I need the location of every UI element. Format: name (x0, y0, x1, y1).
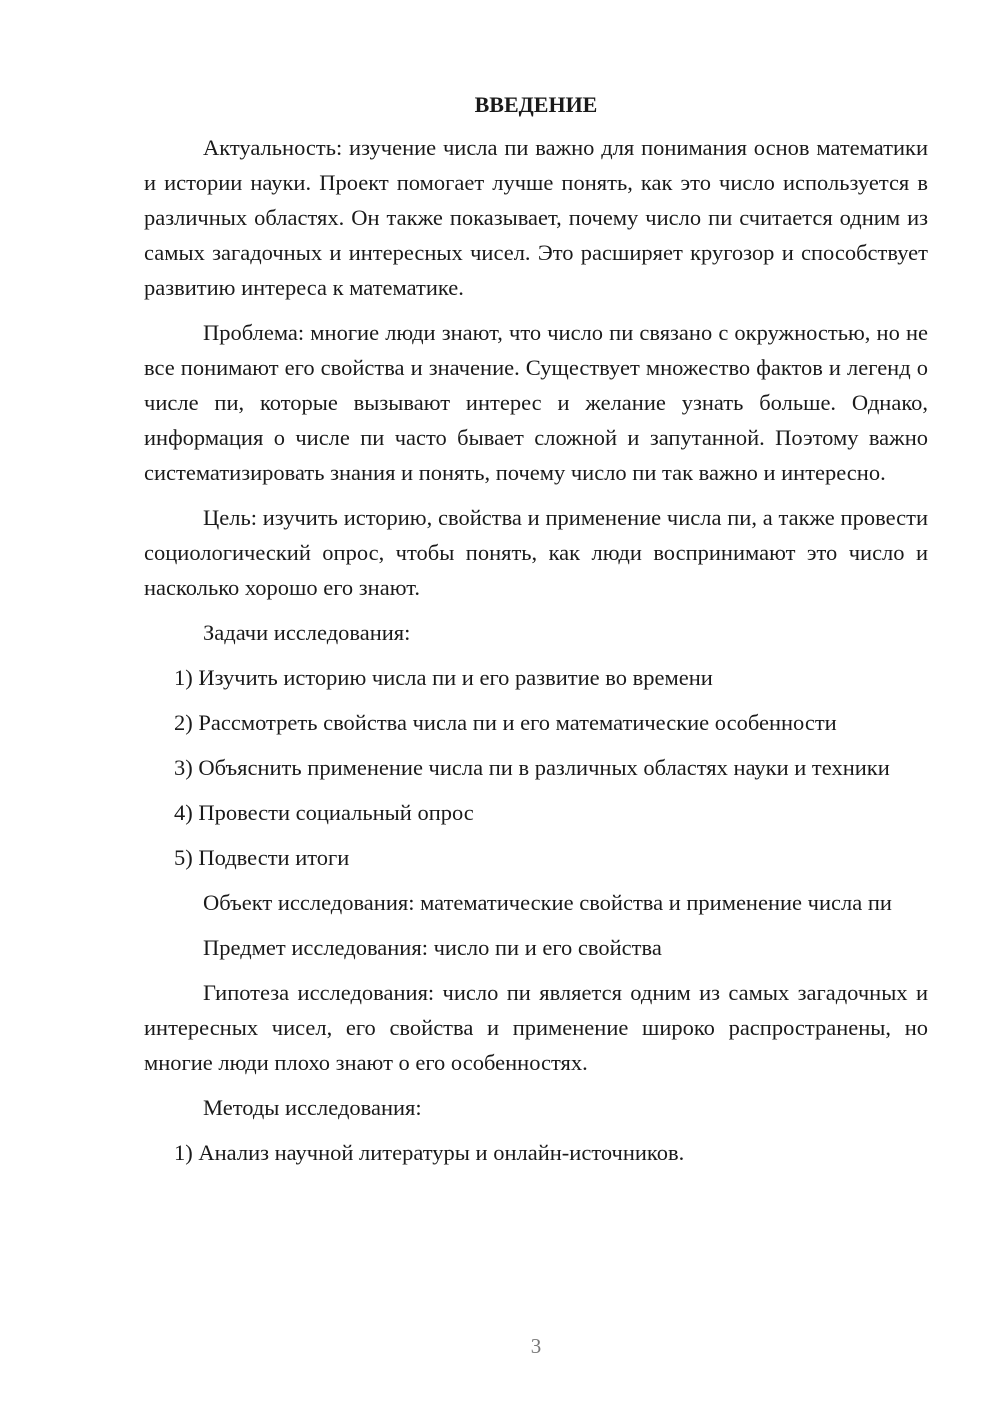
paragraph-subject: Предмет исследования: число пи и его свойства (203, 935, 662, 960)
paragraph-hypothesis: Гипотеза исследования: число пи является одним из самых загадочных и интересных чисел, его свойства и применение широко распространены, но многие люди плохо знают о его особенностях. (144, 980, 928, 1075)
task-item: 4) Провести социальный опрос (174, 800, 474, 825)
page-title: ВВЕДЕНИЕ (474, 92, 598, 117)
methods-heading: Методы исследования: (203, 1095, 422, 1120)
paragraph-problem: Проблема: многие люди знают, что число пи связано с окружностью, но не все понимают его свойства и значение. Существует множество фактов и легенд о числе пи, которые вызывают интерес и желание узнать больше. Однако, информация о числе пи часто бывает сложной и запутанной. Поэтому важно систематизировать знания и понять, почему число пи так важно и интересно. (144, 320, 928, 485)
paragraph-object: Объект исследования: математические свойства и применение числа пи (203, 890, 892, 915)
paragraph-relevance: Актуальность: изучение числа пи важно для понимания основ математики и истории науки. Проект помогает лучше понять, как это число используется в различных областях. Он также показывает, почему число пи считается одним из самых загадочных и интересных чисел. Это расширяет кругозор и способствует развитию интереса к математике. (144, 135, 928, 300)
page-number: 3 (530, 1334, 542, 1358)
tasks-heading: Задачи исследования: (203, 620, 411, 645)
task-item: 5) Подвести итоги (174, 845, 350, 870)
task-item: 1) Изучить историю числа пи и его развитие во времени (174, 665, 713, 690)
method-item: 1) Анализ научной литературы и онлайн-источников. (174, 1140, 685, 1165)
paragraph-goal: Цель: изучить историю, свойства и применение числа пи, а также провести социологический опрос, чтобы понять, как люди воспринимают это число и насколько хорошо его знают. (144, 505, 928, 600)
task-item: 2) Рассмотреть свойства числа пи и его математические особенности (174, 710, 837, 735)
document-page (144, 90, 928, 1180)
task-item: 3) Объяснить применение числа пи в различных областях науки и техники (174, 755, 890, 780)
